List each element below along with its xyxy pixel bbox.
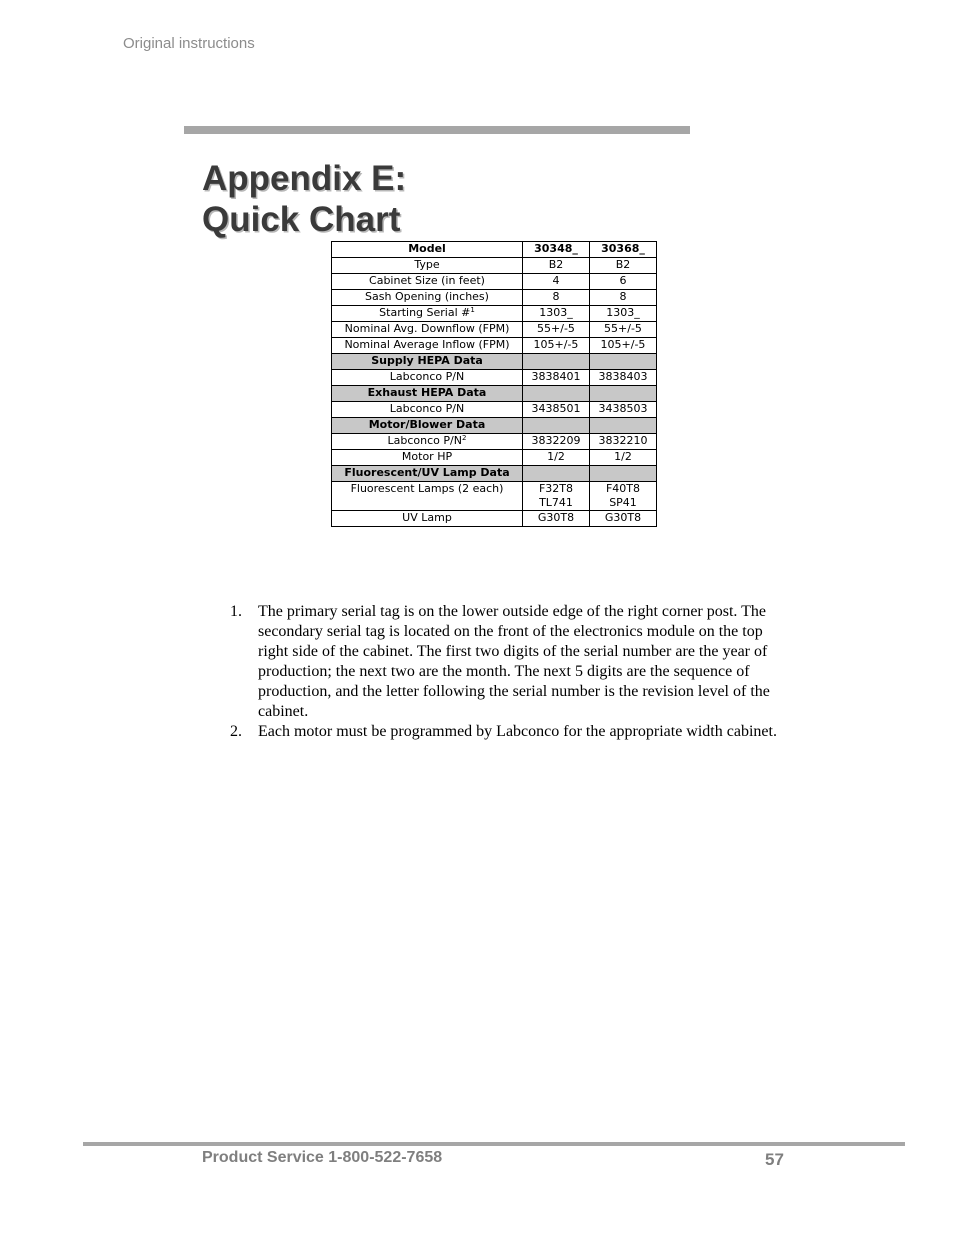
section-label: Exhaust HEPA Data (332, 386, 523, 402)
title-line-2: Quick Chart (202, 200, 401, 239)
header-cell-model: Model (332, 242, 523, 258)
table-row (332, 274, 657, 290)
row-label: Nominal Average Inflow (FPM) (332, 338, 523, 354)
row-value-30348: 3438501 (523, 402, 590, 418)
table-row (332, 290, 657, 306)
row-label: Labconco P/N (332, 370, 523, 386)
row-value-30348: 3838401 (523, 370, 590, 386)
section-row-motor-blower (332, 418, 657, 434)
row-value-30348: 55+/-5 (523, 322, 590, 338)
title-line-1: Appendix E: (202, 159, 407, 198)
table-row (332, 306, 657, 322)
row-label: Motor HP (332, 450, 523, 466)
section-row-exhaust-hepa (332, 386, 657, 402)
row-value-30368: 3438503 (590, 402, 657, 418)
section-label: Supply HEPA Data (332, 354, 523, 370)
row-value-30368: 1303_ (590, 306, 657, 322)
row-label: Fluorescent Lamps (2 each) (332, 482, 523, 511)
row-value-30348: 105+/-5 (523, 338, 590, 354)
row-value-30368: 3838403 (590, 370, 657, 386)
row-label-cell (332, 306, 523, 322)
row-value-30368: 3832210 (590, 434, 657, 450)
row-label: Nominal Avg. Downflow (FPM) (332, 322, 523, 338)
table-row (332, 338, 657, 354)
table-row (332, 370, 657, 386)
section-empty-cell (590, 386, 657, 402)
row-value-30348: 4 (523, 274, 590, 290)
row-label: Labconco P/N (332, 402, 523, 418)
row-value-30348: B2 (523, 258, 590, 274)
value-line: F32T8 (538, 482, 574, 495)
row-value-30348: 8 (523, 290, 590, 306)
page-number: 57 (765, 1150, 784, 1169)
row-value-30368: 1/2 (590, 450, 657, 466)
section-empty-cell (523, 418, 590, 434)
value-line: TL741 (539, 496, 573, 509)
row-label: Type (332, 258, 523, 274)
section-empty-cell (590, 418, 657, 434)
footnote-number: 1. (230, 603, 242, 620)
row-value-30368: 55+/-5 (590, 322, 657, 338)
row-value-30348: G30T8 (523, 511, 590, 527)
row-value-30368: 8 (590, 290, 657, 306)
section-label: Motor/Blower Data (332, 418, 523, 434)
header-note: Original instructions (123, 35, 255, 52)
row-value-30368: 105+/-5 (590, 338, 657, 354)
section-label: Fluorescent/UV Lamp Data (332, 466, 523, 482)
section-empty-cell (523, 466, 590, 482)
row-label: UV Lamp (332, 511, 523, 527)
footnote-number: 2. (230, 723, 242, 740)
header-cell-30368: 30368_ (590, 242, 657, 258)
row-value-30348: 1/2 (523, 450, 590, 466)
table-row (332, 434, 657, 450)
row-label: Cabinet Size (in feet) (332, 274, 523, 290)
quick-chart-table (331, 241, 657, 527)
row-value-30368: 6 (590, 274, 657, 290)
footer-service-phone: Product Service 1-800-522-7658 (202, 1149, 443, 1166)
row-value-30348: 1303_ (523, 306, 590, 322)
row-label: Sash Opening (inches) (332, 290, 523, 306)
section-empty-cell (523, 386, 590, 402)
table-row (332, 322, 657, 338)
row-label: Labconco P/N (387, 434, 462, 447)
table-row (332, 258, 657, 274)
row-value-30348 (523, 482, 590, 511)
footnote-text: The primary serial tag is on the lower outside edge of the right corner post. The secondary serial tag is located on the front of the electronics module on the top right side of the cabinet. The first two digits of the serial number are the year of production; the next two are the month. The next 5 digits are the sequence of production, and the letter following the serial number is the revision level of the cabinet. (258, 603, 770, 720)
row-value-30348: 3832209 (523, 434, 590, 450)
footnote-ref: 1 (470, 306, 475, 314)
top-rule (184, 126, 690, 134)
footnote-ref: 2 (461, 434, 467, 442)
section-empty-cell (523, 354, 590, 370)
page-title (202, 158, 406, 240)
table-row (332, 482, 657, 511)
footnotes-list (230, 602, 782, 742)
row-value-30368 (590, 482, 657, 511)
footnote-text: Each motor must be programmed by Labconco for the appropriate width cabinet. (258, 723, 777, 740)
bottom-rule (83, 1142, 905, 1146)
row-value-30368: G30T8 (590, 511, 657, 527)
section-row-supply-hepa (332, 354, 657, 370)
value-line: SP41 (609, 496, 637, 509)
footnote-item (230, 602, 782, 722)
table-row (332, 450, 657, 466)
row-value-30368: B2 (590, 258, 657, 274)
section-empty-cell (590, 466, 657, 482)
table-header-row (332, 242, 657, 258)
footnote-item (230, 722, 782, 742)
row-label: Starting Serial # (379, 306, 471, 319)
section-empty-cell (590, 354, 657, 370)
value-line: F40T8 (605, 482, 641, 495)
table-row (332, 402, 657, 418)
header-cell-30348: 30348_ (523, 242, 590, 258)
table-row (332, 511, 657, 527)
row-label-cell (332, 434, 523, 450)
section-row-lamp-data (332, 466, 657, 482)
